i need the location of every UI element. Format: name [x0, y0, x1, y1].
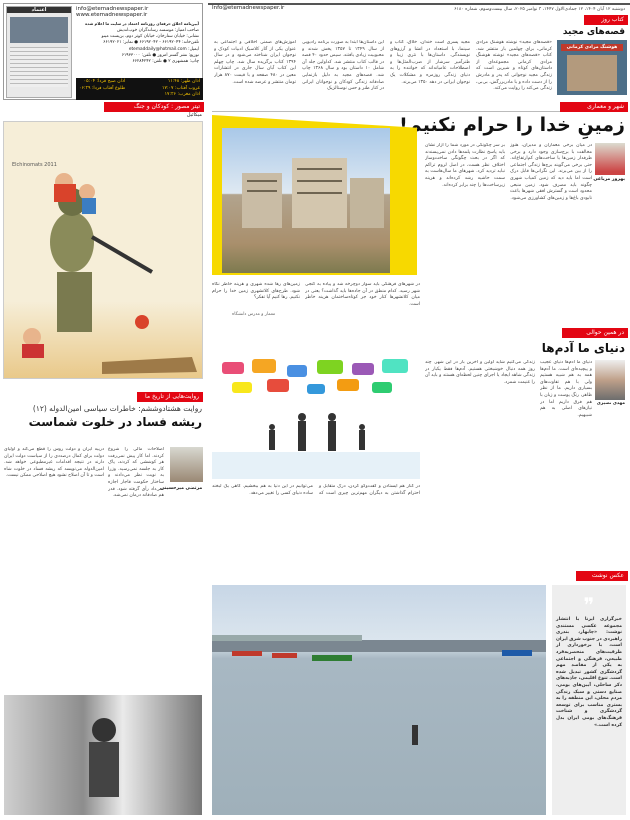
- history-photo: [4, 695, 202, 815]
- header-email[interactable]: Info@etemadnewspaper.ir: [212, 5, 285, 11]
- book-cover: [557, 40, 627, 95]
- people-author-name: مهدی نصیری: [596, 401, 625, 406]
- chabahar-photo: [212, 585, 546, 815]
- people-illustration: [212, 357, 420, 479]
- section-label-people: در همین حوالی: [562, 328, 628, 338]
- section-label-history: روایت‌هایی از تاریخ ما: [137, 392, 203, 402]
- history-body-2: دربیه ایران و دولت روس را قطع می‌کند و اولیای دولت برای کمال درصددی را از سیاست دولت ایران دارند در نتیجه اقدامات غیرمطبوعی خواهد شد. امین‌الدوله می‌نویسد که ریشه فساد در خلوت شاه است و تا آن اصلاح نشود هیچ اصلاحی ممکن نیست.: [4, 447, 104, 479]
- history-kicker: روایت هشتادوششم: خاطرات سیاسی امین‌الدوله (۱۲): [32, 404, 202, 413]
- history-body-1: اصلاحات مالی را شروع کردند. اما کار پیش نمی‌رفت هر کوششی که کردند، پاک کار به جلسه نمی‌رسید. وزرا به نوبت نظر می‌دادند و ساختار حکومت قاجار اجازه نمی‌داد رأی گرفته شود. قدر هم صادقانه درمان نمی‌شد.: [108, 447, 164, 499]
- city-caption-1: در شهرهای فرهنگی باید سوار دوچرخه شد و پیاده به کنجی شهر رسید. کدام منطق در آن جاده‌ها باید گذاشت؟ یعنی در میان کلانشهرها کنار خود جز کوتاه‌ساختمان هزینه خاطر است.: [305, 282, 420, 307]
- front-page-thumbnail: [6, 6, 72, 98]
- email[interactable]: info@etemadnewspaper.ir: [76, 6, 149, 12]
- city-caption-credit: معمار و مدرس دانشگاه: [232, 312, 276, 317]
- book-col-3: این داستان‌ها ابتدا به صورت برنامه رادیویی از سال ۱۳۴۹ تا ۱۳۵۷ پخش شدند و محبوبیت زیادی یافتند. سپس حدود ۴۰ قصه در قالب کتاب منتشر شد. کداولین جلد آن شامل ۱۰ داستان بود و سال ۱۳۶۸ چاپ شد. قصه‌های مجید به دلیل بازنمایی صادقانه زندگی کودکان و نوجوانان ایرانی در کنار طنز و حس نوستالژیک: [302, 40, 384, 92]
- prayer-times: [76, 78, 203, 100]
- section-label-cartoon: تیتر مصور : کودکان و جنگ: [104, 102, 204, 112]
- website[interactable]: www.etemadnewspaper.ir: [76, 12, 148, 18]
- book-col-4: آموزش‌های ضمنی اخلاقی و اجتماعی به عنوان یکی از آثار کلاسیک ادبیات کودک و نوجوان ایران شناخته می‌شود و در سال ۱۳۹۴ کتاب برگزیده سال شد. چاپ چهلم این کتاب آبان سال جاری در انتشارات معین در ۴۸۰ صفحه و با قیمت ۸۷۰ هزار تومان منتشر و عرضه شده است.: [214, 40, 296, 85]
- section-label-city: شهر و معماری: [560, 102, 628, 112]
- photo-caption-box: [552, 585, 626, 815]
- thumb-title: اعتماد: [7, 7, 71, 13]
- time-maghrib: اذان مغرب: ۱۷:۲۶: [164, 92, 200, 97]
- address-line: نشانی: خیابان ستارخان، خیابان کوثر دوم، بن‌بست مینو: [101, 34, 199, 40]
- city-body-1: در میان برخی معماران و مدیران، هنوز مخالفت با برج‌سازی وجود دارد و برخی طرفدار زمین‌ها یا ساخت‌های کم‌ارتفاع‌اند. حتی برخی می‌گویند برج‌ها زندگی اجتماعی را از بین می‌برند. این نگرانی‌ها قابل درک است اما باید دید که زمین کمیاب شهری چگونه باید مصرف شود. زمین منبعی محدود است و گسترش افقی شهرها باعث نابودی باغ‌ها و زمین‌های کشاورزی می‌شود.: [510, 143, 592, 201]
- distribution-line: توزیع: نشر گستر امروز ● تلفن: ۶۱۹۳۳۰۰۰: [121, 52, 199, 58]
- cartoon-signature: Elchinomats 2011: [12, 162, 57, 168]
- publisher-line: صاحب امتیاز: موسسه رسانه‌گران خوب‌اندیش: [117, 28, 199, 33]
- date-line: دوشنبه ۱۲ آبان ۱۴۰۴، ۱۲ جمادی‌الاول ۱۴۴۷، ۳ نوامبر ۲۰۲۵، سال بیست‌وسوم، شماره ۶۱۸۰: [454, 7, 625, 12]
- phone-line: تلفن‌خانه: ۶۶۱۹۲۰۴۴ - ۶۶۱۹۲۰۴۲ ● نمابر: ۶۶۱۹۲۰۲۱: [103, 40, 199, 46]
- book-col-1: «قصه‌های مجید» نوشته هوشنگ مرادی کرمانی، برای چهلمین بار منتشر شد. کتاب «قصه‌های مجید» نوشته هوشنگ مرادی کرمانی مجموعه‌ای از داستان‌های کوتاه و شیرین است که زندگی مجید نوجوانی که پدر و مادرش را از دست داده و با مادربزرگش، بی‌بی، زندگی می‌کند را روایت می‌کند.: [476, 40, 552, 92]
- city-photo: [222, 128, 390, 273]
- city-author-name: بهروز مرباغی: [593, 177, 625, 182]
- people-body-2: زندگی می‌کنیم شاید اولین و آخرین بار در این شهر. چند روز همه دنبال خوشبختی هستیم. آدم‌ها فقط یکبار در زندگی شاهد ایجاد یا اجرای چنین لحظه‌ای هستند و باید آن را غنیمت شمرد.: [425, 360, 535, 385]
- people-body-1: دنیای ما آدم‌ها دنیای عجیب و پیچیده‌ای است. ما آدم‌ها همه به هم شبیه هستیم ولی با هم تفاوت‌های بسیاری داریم. ما از نظر ظاهر، رنگ پوست و زبان با هم فرق داریم اما در نیازهای اصلی به هم شبیهیم.: [540, 360, 592, 418]
- ethics-note: آیین‌نامه اخلاق حرفه‌ای روزنامه اعتماد در سایت ما اعلام شده: [85, 21, 199, 26]
- cartoon-artist: میکائیل: [186, 112, 202, 118]
- print-line: چاپ: همشهری ۲ ● تلفن: ۶۶۲۸۴۲۴۲: [132, 59, 199, 65]
- time-sunset: غروب آفتاب: ۱۷:۰۷: [162, 85, 200, 91]
- time-sunrise: طلوع آفتاب فردا: ۰۶:۲۹: [79, 85, 126, 91]
- city-title: زمینِ خدا را حرام نکنیم!: [399, 114, 625, 136]
- cartoon-drawing: [3, 122, 202, 379]
- city-caption-2: زمین‌های رها شده شهری و هزینه خاطر نگاه شود. طرح‌های کلانشهری زمین خدا را حرام نکنیم. رها کنیم آیا تفکر؟: [212, 282, 300, 301]
- quote-icon: ❞: [583, 593, 595, 617]
- masthead-box: [3, 3, 203, 100]
- section-label-photo: عکس نوشت: [576, 571, 628, 581]
- book-cover-author: هوشنگ مرادی کرمانی: [561, 44, 623, 51]
- photo-caption: خبرگزاری ایرنا با انتشار مجموعه عکسی مستندی نوشت: «چابهار، بندری راهبردی در جنوب شرق ایران است، با برخورداری از ظرفیت‌های منحصربه‌فرد طبیعی، فرهنگی و اجتماعی به یکی از مقاصد مهم گردشگری کشور تبدیل شده است. تنوع اقلیمی، جاذبه‌های دکر ساحلی، آیین‌های بومی، صنایع دستی و سبک زندگی مردم محلی، این منطقه را به بستری مناسب برای توسعه گردشگری و شناخت فرهنگ‌های بومی ایران بدل کرده است.»: [556, 617, 622, 728]
- history-author-name: مرتضی میرحسینی: [160, 486, 203, 491]
- people-body-3: در کنار هم ایستادن و گفت‌وگو کردن، درک متقابل و احترام گذاشتن به دیگران مهم‌ترین چیزی است که می‌توانیم در این دنیا به هم ببخشیم. گاهی یک لبخند ساده دنیای کسی را تغییر می‌دهد.: [212, 484, 420, 496]
- city-author-photo: [595, 143, 625, 175]
- time-fajr: اذان صبح فردا: ۰۵:۰۴: [83, 79, 126, 84]
- city-body-2: بر سر چگونگی در مورد شما را آزار نشان باید پاسخ نظارت پلمه‌ها دادن نمی‌پسندند که اگر در بحث چگونگی ساخت‌وساز اختلاف نظر هست، در اصل لزوم تراکم نباید تردید کرد. شهرهای ما سال‌هاست به سمت حاشیه رشد کرده‌اند و هزینه زیرساخت‌ها را چند برابر کرده‌اند.: [425, 143, 505, 188]
- cartoon-image: [3, 121, 203, 379]
- section-label-book: کتاب روز: [584, 15, 628, 25]
- history-title: ریشه فساد در خلوت شماست: [28, 415, 202, 429]
- book-title: قصه‌های مجید: [562, 27, 625, 37]
- time-noon: اذان ظهر: ۱۱:۴۸: [167, 79, 200, 84]
- history-author-photo: [170, 447, 203, 482]
- email-line: ایمیل: etemaddaily@hotmail.com: [128, 46, 199, 52]
- people-author-photo: [595, 360, 625, 400]
- book-col-2: مجید پسری است خندان، خلاق، کتاب و سینما، با استعداد در انشا و آرزوهای نویسندگی. داستان‌ها با نثری زیبا و طنزآمیز سرشار از ضرب‌المثل‌ها و اصطلاحات عامیانه‌اند که خواننده را به دنیای زندگی روزمره و مشکلات یک نوجوان ایرانی در دهه ۱۳۵۰ می‌برند.: [390, 40, 470, 85]
- people-title: دنیای ما آدم‌ها: [541, 341, 625, 355]
